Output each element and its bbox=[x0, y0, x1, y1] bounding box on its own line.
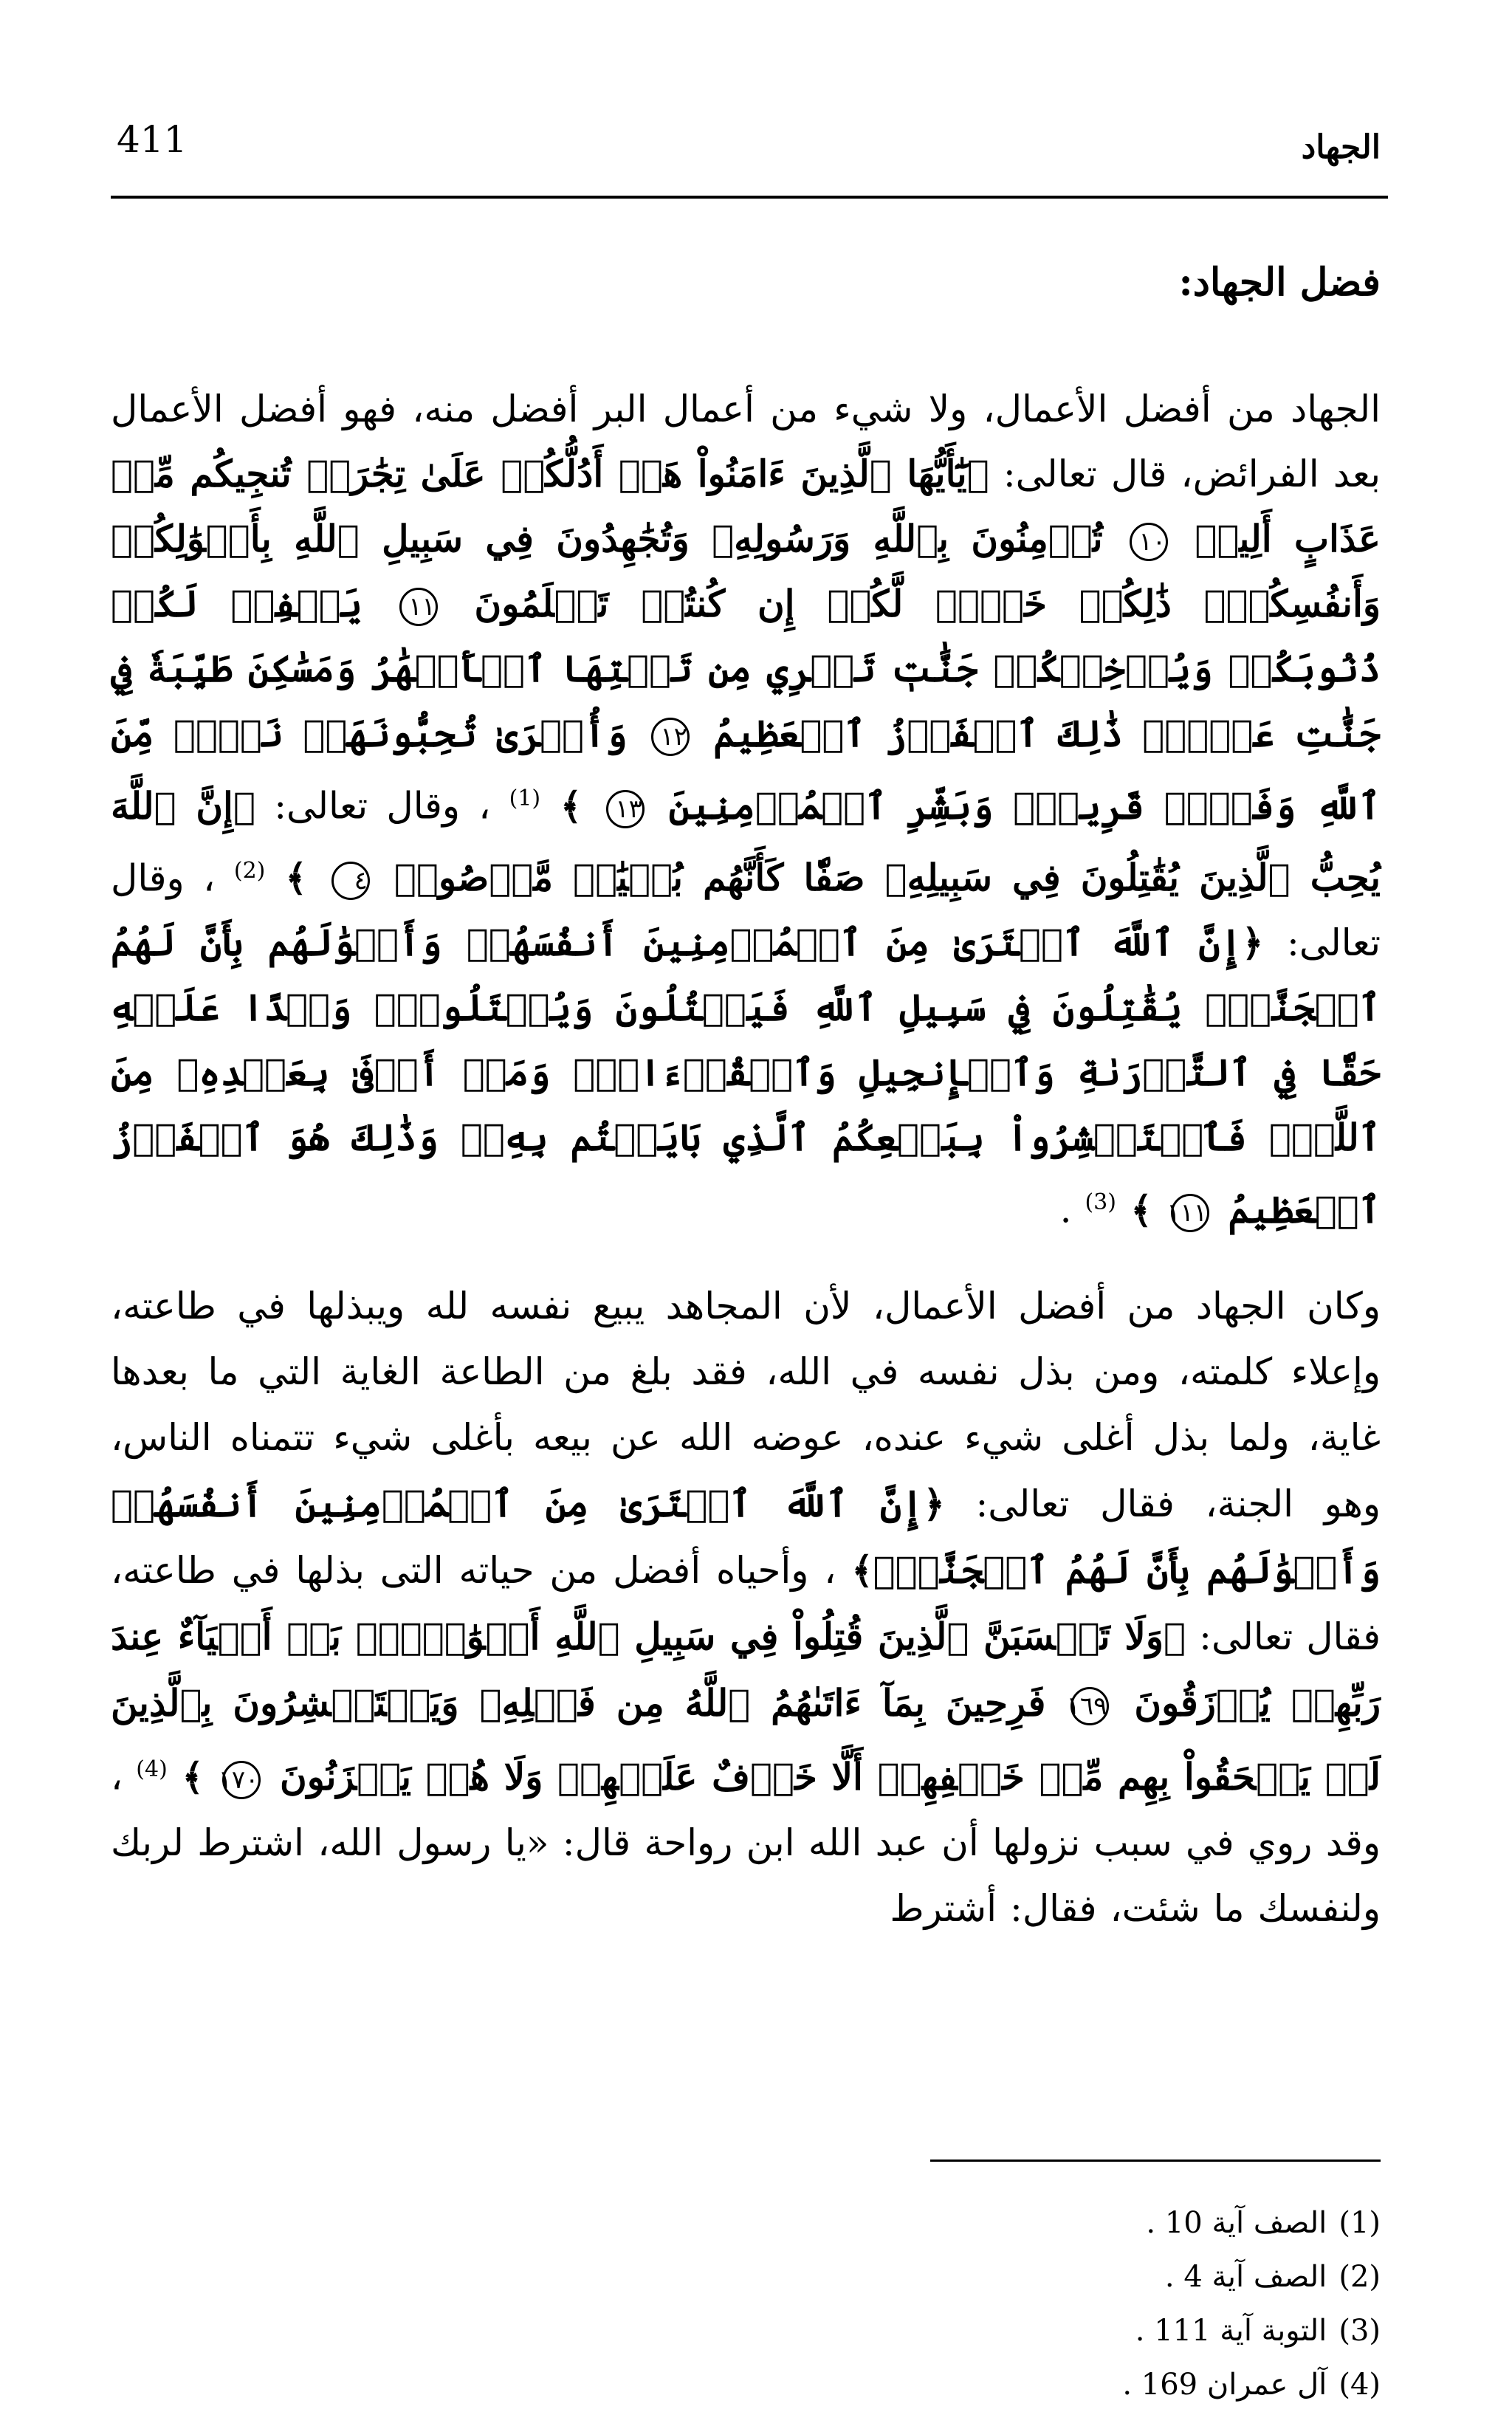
verse-text: ﴿يَٰٓأَيُّهَا ٱلَّذِينَ ءَامَنُواْ هَلۡ أَدُلُّكُمۡ عَلَىٰ تِجَٰرَةٖ تُنجِيكُم مِّنۡ عَذَابٍ أَلِيمٖ bbox=[111, 452, 1381, 560]
ayah-number-marker: ١٠ bbox=[1130, 523, 1168, 561]
footnote-reference-2[interactable]: (2) bbox=[233, 857, 266, 884]
paragraph-2-text: ، وأحياه أفضل من حياته التى بذلها في طاعته، فقال تعالى: bbox=[111, 1549, 1381, 1658]
verse-text: ﴿إِنَّ ٱللَّهَ ٱشۡتَرَىٰ مِنَ ٱلۡمُؤۡمِنِينَ أَنفُسَهُمۡ وَأَمۡوَٰلَهُم بِأَنَّ لَهُمُ ٱلۡجَنَّةَۚ يُقَٰتِلُونَ فِي سَبِيلِ ٱللَّهِ فَيَقۡتُلُونَ وَيُقۡتَلُونَۖ وَعۡدًا عَلَيۡهِ حَقّٗا فِي ٱلتَّوۡرَىٰةِ وَٱلۡإِنجِيلِ وَٱلۡقُرۡءَانِۚ وَمَنۡ أَوۡفَىٰ بِعَهۡدِهِۦ مِنَ ٱللَّهِۚ فَٱسۡتَبۡشِرُواْ بِبَيۡعِكُمُ ٱلَّذِي بَايَعۡتُم بِهِۦۚ وَذَٰلِكَ هُوَ ٱلۡفَوۡزُ ٱلۡعَظِيمُ bbox=[111, 921, 1381, 1231]
connector-text: ، وقال تعالى: bbox=[111, 856, 1381, 965]
quran-verse-al-imran-169-170 bbox=[111, 1615, 1381, 1798]
paragraph-1 bbox=[111, 377, 1381, 1243]
ayah-number-marker: ١٦٩ bbox=[1071, 1687, 1109, 1725]
footnote-number: (3) bbox=[1339, 2314, 1381, 2348]
verse-text: ﴿وَلَا تَحۡسَبَنَّ ٱلَّذِينَ قُتِلُواْ فِي سَبِيلِ ٱللَّهِ أَمۡوَٰتَۢاۚ بَلۡ أَحۡيَآءٌ عِندَ رَبِّهِمۡ يُرۡزَقُونَ bbox=[111, 1615, 1381, 1725]
footnote-item bbox=[1122, 2304, 1381, 2358]
page-header bbox=[111, 103, 1388, 177]
ayah-number-marker: ١١ bbox=[399, 588, 438, 626]
footnote-text: الصف آية 10 . bbox=[1146, 2206, 1327, 2240]
footnotes-list bbox=[1122, 2196, 1381, 2412]
ayah-number-marker: ١٧٠ bbox=[222, 1761, 261, 1799]
paragraph-1-intro: الجهاد من أفضل الأعمال، ولا شيء من أعمال البر أفضل منه، فهو أفضل الأعمال بعد الفرائض، قال تعالى: bbox=[111, 388, 1381, 495]
footnote-number: (4) bbox=[1339, 2368, 1381, 2402]
page-number: 411 bbox=[117, 118, 188, 161]
ayah-number-marker: ١٣ bbox=[606, 790, 645, 828]
paragraph-2-text: وكان الجهاد من أفضل الأعمال، لأن المجاهد يبيع نفسه لله ويبذلها في طاعته، وإعلاء كلمته، ومن بذل نفسه في الله، فقد بلغ من الطاعة الغاية التي ما بعدها غاية، ولما بذل أغلى شيء عنده، عوضه الله عن بيعه بأغلى شيء تتمناه الناس، وهو الجنة، فقال تعالى: bbox=[111, 1285, 1381, 1525]
verse-close-bracket: ﴾ bbox=[1130, 1187, 1152, 1231]
footnote-separator bbox=[930, 2160, 1381, 2162]
paragraph-2 bbox=[111, 1274, 1381, 1942]
footnote-reference-1[interactable]: (1) bbox=[509, 786, 541, 811]
verse-close-bracket: ﴾ bbox=[560, 783, 583, 828]
ayah-number-marker: ٤ bbox=[331, 862, 370, 900]
footnote-number: (1) bbox=[1339, 2206, 1381, 2240]
ayah-number-marker: ١٢ bbox=[651, 718, 690, 756]
footnote-item bbox=[1122, 2250, 1381, 2304]
header-rule bbox=[111, 196, 1388, 199]
section-heading: فضل الجهاد: bbox=[1178, 260, 1381, 305]
connector-text: ، وقال تعالى: bbox=[274, 784, 491, 828]
verse-close-bracket: ﴾ bbox=[285, 856, 307, 900]
footnote-number: (2) bbox=[1339, 2260, 1381, 2294]
footnote-item bbox=[1122, 2358, 1381, 2412]
quran-verse-tawba-111-excerpt: ﴿إِنَّ ٱللَّهَ ٱشۡتَرَىٰ مِنَ ٱلۡمُؤۡمِنِينَ أَنفُسَهُمۡ وَأَمۡوَٰلَهُم بِأَنَّ لَهُمُ ٱلۡجَنَّةَۚ﴾ bbox=[111, 1482, 1381, 1592]
sentence-end: . bbox=[1059, 1188, 1072, 1231]
footnote-text: الصف آية 4 . bbox=[1164, 2260, 1327, 2294]
verse-text: وَأُخۡرَىٰ تُحِبُّونَهَاۖ نَصۡرٞ مِّنَ ٱللَّهِ وَفَتۡحٞ قَرِيبٞۗ وَبَشِّرِ ٱلۡمُؤۡمِنِينَ bbox=[111, 712, 1381, 828]
paragraph-2-text: ، وقد روي في سبب نزولها أن عبد الله ابن رواحة قال: «يا رسول الله، اشترط لربك ولنفسك ما شئت، فقال: أشترط bbox=[111, 1755, 1381, 1930]
footnote-text: آل عمران 169 . bbox=[1122, 2368, 1327, 2402]
verse-text: ﴿إِنَّ ٱللَّهَ يُحِبُّ ٱلَّذِينَ يُقَٰتِلُونَ فِي سَبِيلِهِۦ صَفّٗا كَأَنَّهُم بُنۡيَٰنٞ مَّرۡصُوصٞ bbox=[111, 783, 1381, 900]
footnote-text: التوبة آية 111 . bbox=[1135, 2314, 1327, 2348]
quran-verse-tawba-111 bbox=[111, 921, 1381, 1231]
verse-text: فَرِحِينَ بِمَآ ءَاتَىٰهُمُ ٱللَّهُ مِن فَضۡلِهِۦ وَيَسۡتَبۡشِرُونَ بِٱلَّذِينَ لَمۡ يَلۡحَقُواْ بِهِم مِّنۡ خَلۡفِهِمۡ أَلَّا خَوۡفٌ عَلَيۡهِمۡ وَلَا هُمۡ يَحۡزَنُونَ bbox=[111, 1681, 1381, 1798]
footnote-reference-3[interactable]: (3) bbox=[1085, 1189, 1116, 1216]
footnote-reference-4[interactable]: (4) bbox=[136, 1756, 168, 1782]
verse-close-bracket: ﴾ bbox=[182, 1754, 204, 1798]
ayah-number-marker: ١١١ bbox=[1171, 1194, 1209, 1232]
running-title: الجهاد bbox=[1301, 128, 1381, 166]
verse-text: تُؤۡمِنُونَ بِٱللَّهِ وَرَسُولِهِۦ وَتُجَٰهِدُونَ فِي سَبِيلِ ٱللَّهِ بِأَمۡوَٰلِكُمۡ وَأَنفُسِكُمۡۚ ذَٰلِكُمۡ خَيۡرٞ لَّكُمۡ إِن كُنتُمۡ تَعۡلَمُونَ bbox=[111, 517, 1381, 625]
footnote-item bbox=[1122, 2196, 1381, 2250]
verse-text: يَغۡفِرۡ لَكُمۡ ذُنُوبَكُمۡ وَيُدۡخِلۡكُمۡ جَنَّٰتٖ تَجۡرِي مِن تَحۡتِهَا ٱلۡأَنۡهَٰرُ وَمَسَٰكِنَ طَيِّبَةٗ فِي جَنَّٰتِ عَدۡنٖۚ ذَٰلِكَ ٱلۡفَوۡزُ ٱلۡعَظِيمُ bbox=[111, 582, 1381, 755]
book-page bbox=[111, 103, 1388, 2402]
quran-verse-saff-10-13 bbox=[111, 452, 1381, 828]
